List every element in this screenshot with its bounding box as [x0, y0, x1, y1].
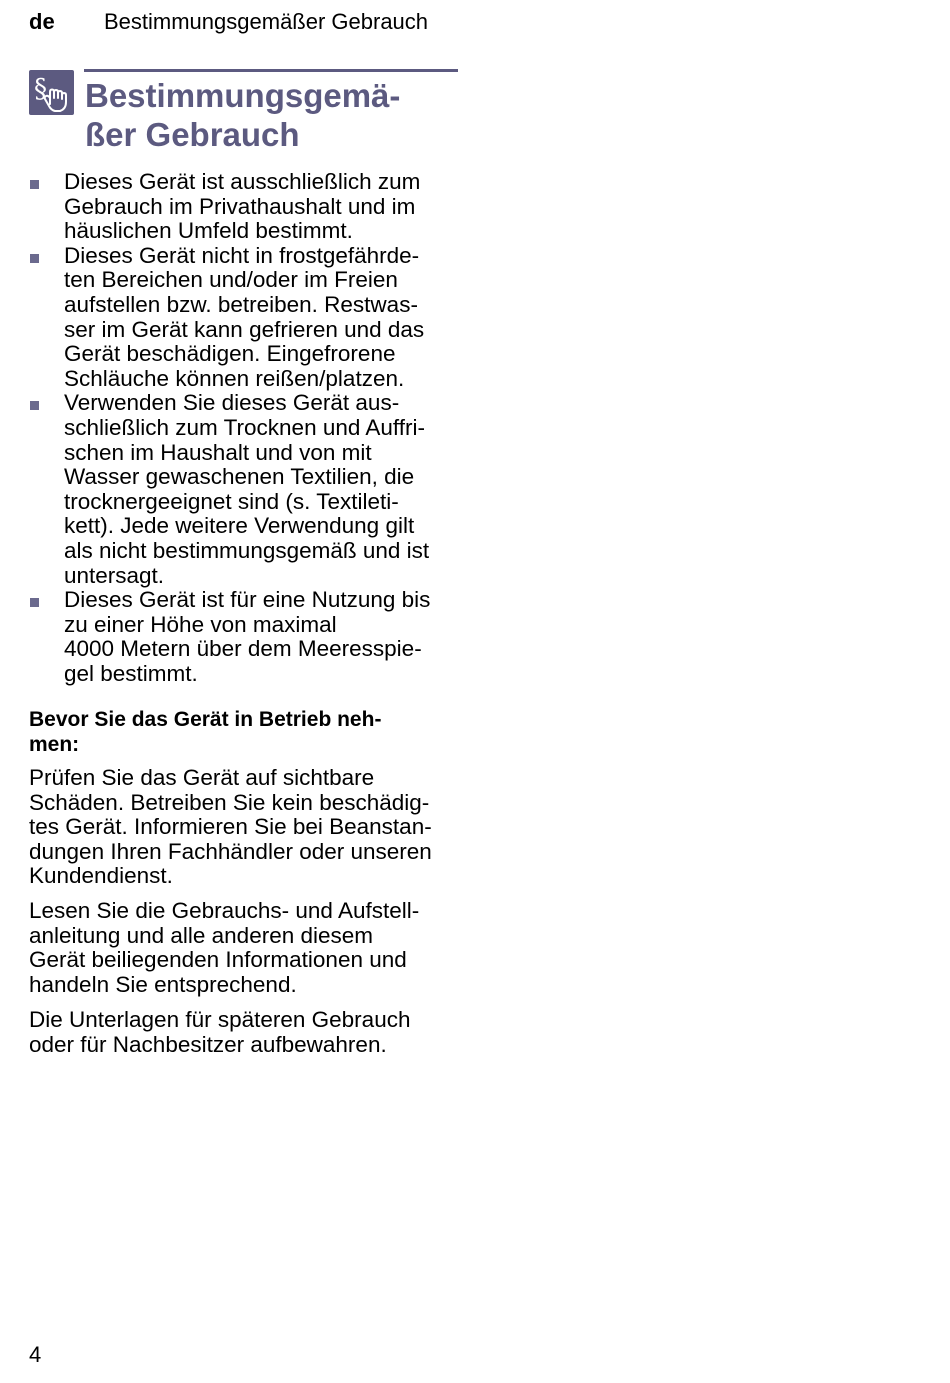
list-item	[29, 391, 461, 588]
title-rule	[84, 69, 458, 72]
paragraph-line: Die Unterlagen für späteren Gebrauch	[29, 1007, 411, 1032]
list-item-line: trocknergeeignet sind (s. Textileti-	[64, 488, 399, 514]
section-title	[85, 76, 459, 154]
paragraph-line: handeln Sie entsprechend.	[29, 971, 297, 997]
list-item-line: schließlich zum Trocknen und Auffri-	[64, 414, 425, 440]
subheading-line: men:	[29, 733, 80, 756]
list-item	[29, 170, 461, 244]
list-item-line: Gebrauch im Privathaushalt und im	[64, 193, 416, 219]
page-number: 4	[29, 1342, 42, 1367]
list-item	[29, 588, 461, 686]
running-title: Bestimmungsgemäßer Gebrauch	[104, 9, 429, 34]
list-item-line: kett). Jede weitere Verwendung gilt	[64, 513, 415, 539]
list-item-line: ser im Gerät kann gefrieren und das	[64, 316, 425, 342]
list-item-line: gel bestimmt.	[64, 660, 198, 686]
paragraph-hand-icon	[29, 70, 74, 115]
page-header	[29, 8, 459, 36]
bullet-square-icon	[30, 401, 39, 410]
paragraph-line: oder für Nachbesitzer aufbewahren.	[29, 1031, 387, 1057]
paragraph-line: anleitung und alle anderen diesem	[29, 922, 374, 948]
list-item-line: Gerät beschädigen. Eingefrorene	[64, 341, 396, 367]
list-item-line: 4000 Metern über dem Meeresspie-	[64, 636, 422, 662]
paragraph-line: Gerät beiliegenden Informationen und	[29, 947, 407, 973]
list-item-line: Schläuche können reißen/platzen.	[64, 365, 405, 391]
paragraph-line: tes Gerät. Informieren Sie bei Beanstan-	[29, 814, 432, 840]
list-item-line: Dieses Gerät ist für eine Nutzung bis	[64, 587, 431, 613]
section-heading	[29, 68, 459, 158]
paragraph-line: Kundendienst.	[29, 863, 173, 889]
language-code: de	[29, 9, 55, 34]
paragraph-keep-documents	[29, 1008, 461, 1057]
list-item-line: ten Bereichen und/oder im Freien	[64, 267, 398, 293]
paragraph-line: Schäden. Betreiben Sie kein beschädig-	[29, 789, 430, 815]
section-title-line: ßer Gebrauch	[85, 116, 300, 153]
subheading-before-operation	[29, 707, 459, 757]
list-item-line: untersagt.	[64, 562, 165, 588]
list-item-line: Wasser gewaschenen Textilien, die	[64, 464, 415, 490]
svg-text:§: §	[34, 74, 47, 104]
subheading-line: Bevor Sie das Gerät in Betrieb neh-	[29, 708, 382, 731]
bullet-square-icon	[30, 180, 39, 189]
usage-bullet-list	[29, 170, 461, 686]
paragraph-line: Lesen Sie die Gebrauchs- und Aufstell-	[29, 898, 420, 923]
list-item-line: schen im Haushalt und von mit	[64, 439, 372, 465]
paragraph-inspect-device	[29, 766, 461, 889]
paragraph-read-instructions	[29, 899, 461, 997]
list-item-line: Verwenden Sie dieses Gerät aus-	[64, 390, 400, 416]
list-item-line: Dieses Gerät ist ausschließlich zum	[64, 169, 421, 194]
paragraph-line: dungen Ihren Fachhändler oder unseren	[29, 838, 432, 864]
list-item-line: häuslichen Umfeld bestimmt.	[64, 218, 353, 244]
list-item-line: aufstellen bzw. betreiben. Restwas-	[64, 291, 418, 317]
paragraph-line: Prüfen Sie das Gerät auf sichtbare	[29, 765, 375, 790]
list-item	[29, 244, 461, 392]
list-item-line: als nicht bestimmungsgemäß und ist	[64, 537, 430, 563]
list-item-line: zu einer Höhe von maximal	[64, 611, 337, 637]
bullet-square-icon	[30, 598, 39, 607]
section-title-line: Bestimmungsgemä-	[85, 77, 401, 114]
bullet-square-icon	[30, 254, 39, 263]
list-item-line: Dieses Gerät nicht in frostgefährde-	[64, 242, 420, 268]
